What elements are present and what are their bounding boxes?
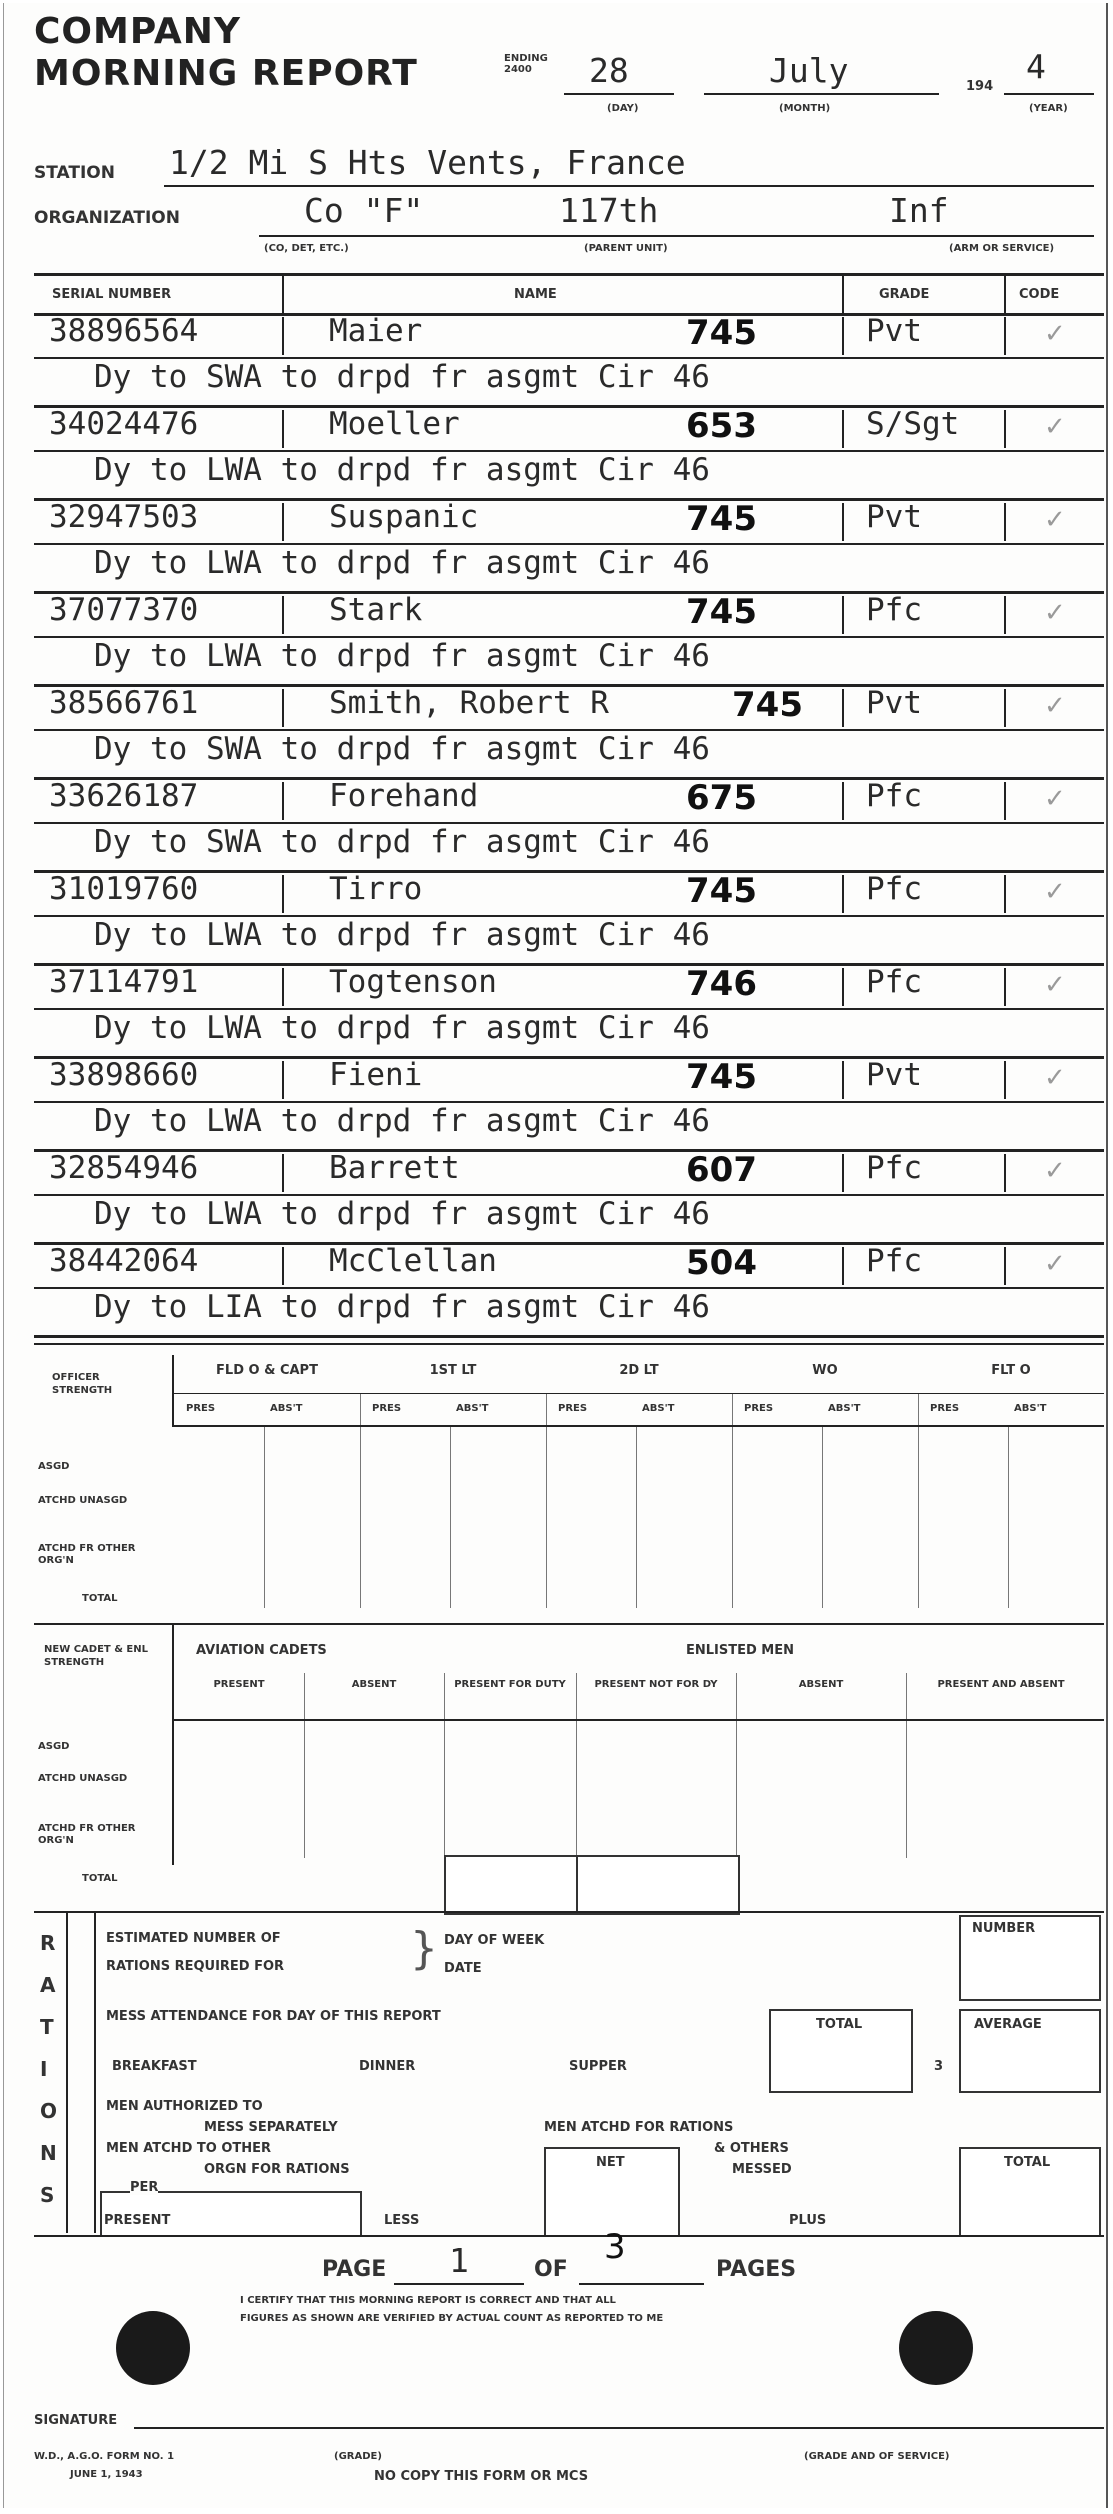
pres-label: PRES	[744, 1403, 774, 1414]
form-date: JUNE 1, 1943	[70, 2469, 143, 2480]
remark: Dy to SWA to drpd fr asgmt Cir 46	[94, 359, 710, 395]
serial-number: 34024476	[49, 406, 199, 442]
grade-caption: (GRADE)	[334, 2451, 382, 2462]
serial-number: 33626187	[49, 778, 199, 814]
column-divider	[282, 410, 284, 448]
morning-report-form: COMPANY MORNING REPORT ENDING 2400 28 July 194 4 (DAY) (MONTH) (YEAR) STATION 1/2 Mi S Hts Vents, France ORGANIZATION Co "F" 117th Inf (CO, DET, ETC.) (PARENT UNIT) (ARM OR SERVICE) SERIAL NUMBER NAME GRADE CODE 38896564 Maier 745 Pvt ✓ Dy to SWA to drpd fr asgmt Cir 46 34024476 Moeller 653 S/Sgt ✓ Dy to LWA to drpd fr asgmt Cir 46 32947503 Suspanic 745 Pvt ✓ Dy to LWA to drpd fr asgmt Cir 46 37077370 Stark 745 Pfc ✓ Dy to LWA to drpd fr asgmt Cir 46 38566761 Smith, Robert R 745 Pvt ✓ Dy to SWA to drpd fr asgmt Cir 46 33626187 Forehand 675 Pfc ✓ Dy to SWA to drpd fr asgmt Cir 46 31019760 Tirro 745 Pfc ✓ Dy to LWA to drpd fr asgmt Cir 46 37114791 Togtenson 746 Pfc ✓ Dy to LWA to drpd fr asgmt Cir 46 33898660 Fieni 745 Pvt ✓ Dy to LWA to drpd fr asgmt Cir 46 32854946 Barrett 607 Pfc ✓ Dy to LWA to drpd fr asgmt Cir 46 38442064 McClellan 504 Pfc ✓ Dy to LIA to drpd fr asgmt Cir 46 OFFICER STRENGTH FLD O & CAPT PRES ABS'T 1ST LT PRES ABS'T 2D LT PRES ABS'T WO PRES ABS'T FLT O PRES ABS'T ASGD ATCHD UNASGD ATCHD FR OTHER ORG'N TOTAL NEW CADET & ENL STRENGTH AVIATION CADETS ENLISTED MEN PRESENT ABSENT PRESENT FOR DUTY PRESENT NOT FOR DY ABSENT PRESENT AND ABSENT ASGD ATCHD UNASGD ATCHD FR OTHER ORG'N TOTAL R A T I O N S ESTIMATED NUMBER OF RATIONS REQUIRED FOR } DAY OF WEEK DATE NUMBER MESS ATTENDANCE FOR DAY OF THIS REPORT BREAKFAST DINNER SUPPER TOTAL 3 AVERAGE MEN AUTHORIZED TO MESS SEPARATELY MEN ATCHD TO OTHER ORGN FOR RATIONS MEN ATCHD FOR RATIONS & OTHERS MESSED PER PRESENT LESS NET PLUS TOTAL PAGE 1 OF 3 PAGES I CERTIFY THAT THIS MORNING REPORT IS CORRECT AND THAT ALL FIGURES AS SHOWN ARE VERIFIED BY ACTUAL COUNT AS REPORTED TO ME SIGNATURE W.D., A.G.O. FORM NO. 1 JUNE 1, 1943 (GRADE) NO COPY THIS FORM OR MCS (GRADE AND OF SERVICE)	[3, 3, 1108, 2508]
orgn-for-rations-label: ORGN FOR RATIONS	[204, 2162, 350, 2177]
mos-code: 745	[686, 499, 757, 539]
column-divider	[282, 596, 284, 634]
pres-label: PRES	[930, 1403, 960, 1414]
soldier-name: McClellan	[329, 1243, 497, 1279]
officer-group-label: FLT O	[991, 1363, 1031, 1378]
remark: Dy to LWA to drpd fr asgmt Cir 46	[94, 545, 710, 581]
certify-line-1: I CERTIFY THAT THIS MORNING REPORT IS CORRECT AND THAT ALL	[240, 2295, 616, 2306]
column-divider	[1004, 1247, 1006, 1285]
column-divider	[842, 596, 844, 634]
abst-label: ABS'T	[1014, 1403, 1047, 1414]
average-label: AVERAGE	[974, 2017, 1042, 2032]
mess-separately-label: MESS SEPARATELY	[204, 2120, 338, 2135]
signature-label: SIGNATURE	[34, 2413, 118, 2428]
net-label: NET	[596, 2155, 625, 2170]
col-name: NAME	[514, 287, 557, 302]
grade: Pfc	[866, 871, 922, 907]
supper-label: SUPPER	[569, 2059, 627, 2074]
abst-label: ABS'T	[270, 1403, 303, 1414]
year-caption: (YEAR)	[1029, 103, 1068, 114]
grid-divider	[736, 1673, 737, 1858]
certify-line-2: FIGURES AS SHOWN ARE VERIFIED BY ACTUAL COUNT AS REPORTED TO ME	[240, 2313, 664, 2324]
co-caption: (CO, DET, ETC.)	[264, 243, 349, 254]
enlisted-men-label: ENLISTED MEN	[686, 1643, 795, 1658]
column-divider	[1004, 1154, 1006, 1192]
grade: Pvt	[866, 685, 922, 721]
mos-code: 745	[686, 592, 757, 632]
remark: Dy to SWA to drpd fr asgmt Cir 46	[94, 731, 710, 767]
column-divider	[1004, 317, 1006, 355]
serial-number: 32854946	[49, 1150, 199, 1186]
soldier-name: Stark	[329, 592, 423, 628]
remark: Dy to LWA to drpd fr asgmt Cir 46	[94, 1196, 710, 1232]
messed-label: MESSED	[732, 2162, 792, 2177]
dinner-label: DINNER	[359, 2059, 416, 2074]
form-title-company: COMPANY	[34, 11, 241, 52]
column-divider	[1004, 782, 1006, 820]
soldier-name: Togtenson	[329, 964, 497, 1000]
rations-letter: O	[40, 2099, 58, 2123]
column-divider	[842, 1061, 844, 1099]
day-of-week-label: DAY OF WEEK	[444, 1933, 545, 1948]
code-checkmark-icon: ✓	[1044, 319, 1066, 349]
column-divider	[282, 1154, 284, 1192]
column-divider	[842, 410, 844, 448]
plus-label: PLUS	[789, 2213, 827, 2228]
grid-divider	[450, 1427, 451, 1608]
serial-number: 37114791	[49, 964, 199, 1000]
serial-number: 32947503	[49, 499, 199, 535]
grid-divider	[636, 1427, 637, 1608]
enlisted-col-label: PRESENT AND ABSENT	[937, 1679, 1065, 1690]
enlisted-col-label: ABSENT	[351, 1679, 397, 1690]
soldier-name: Maier	[329, 313, 423, 349]
abst-label: ABS'T	[828, 1403, 861, 1414]
column-divider	[1004, 503, 1006, 541]
column-divider	[282, 1247, 284, 1285]
column-divider	[1004, 410, 1006, 448]
abst-label: ABS'T	[456, 1403, 489, 1414]
est-rations-label-2: RATIONS REQUIRED FOR	[106, 1959, 285, 1974]
serial-number: 38566761	[49, 685, 199, 721]
grade: Pfc	[866, 964, 922, 1000]
punch-hole-right	[899, 2311, 973, 2385]
grid-divider	[264, 1427, 265, 1608]
officer-group-label: 2D LT	[619, 1363, 659, 1378]
pages-label: PAGES	[716, 2257, 797, 2282]
col-code: CODE	[1019, 287, 1060, 302]
present-not-for-duty-total-box	[576, 1855, 740, 1915]
serial-number: 38442064	[49, 1243, 199, 1279]
column-divider	[1004, 968, 1006, 1006]
report-day: 28	[589, 51, 629, 90]
pres-label: PRES	[372, 1403, 402, 1414]
code-checkmark-icon: ✓	[1044, 1249, 1066, 1279]
enlisted-row-label: ATCHD FR OTHER ORG'N	[38, 1823, 136, 1846]
column-divider	[842, 968, 844, 1006]
rations-letter: S	[40, 2183, 55, 2207]
officer-row-label: ATCHD FR OTHER ORG'N	[38, 1543, 136, 1566]
column-divider	[282, 689, 284, 727]
per-label: PER	[130, 2180, 159, 2195]
code-checkmark-icon: ✓	[1044, 970, 1066, 1000]
present-label: PRESENT	[104, 2213, 171, 2228]
pres-label: PRES	[558, 1403, 588, 1414]
column-divider	[1004, 875, 1006, 913]
serial-number: 33898660	[49, 1057, 199, 1093]
mos-code: 504	[686, 1243, 757, 1283]
date-label: DATE	[444, 1961, 482, 1976]
column-divider	[1004, 596, 1006, 634]
serial-number: 38896564	[49, 313, 199, 349]
soldier-name: Smith, Robert R	[329, 685, 609, 721]
code-checkmark-icon: ✓	[1044, 1156, 1066, 1186]
station-label: STATION	[34, 163, 115, 183]
grade: S/Sgt	[866, 406, 960, 442]
organization-service: Inf	[889, 191, 949, 230]
less-label: LESS	[384, 2213, 420, 2228]
mos-code: 675	[686, 778, 757, 818]
grid-divider	[822, 1427, 823, 1608]
grade: Pfc	[866, 592, 922, 628]
remark: Dy to LWA to drpd fr asgmt Cir 46	[94, 917, 710, 953]
remark: Dy to LWA to drpd fr asgmt Cir 46	[94, 1010, 710, 1046]
serial-number: 37077370	[49, 592, 199, 628]
copy-note: NO COPY THIS FORM OR MCS	[374, 2469, 589, 2484]
column-divider	[842, 689, 844, 727]
column-divider	[282, 1061, 284, 1099]
mos-code: 745	[686, 1057, 757, 1097]
remark: Dy to LWA to drpd fr asgmt Cir 46	[94, 1103, 710, 1139]
form-number: W.D., A.G.O. FORM NO. 1	[34, 2451, 175, 2462]
report-year-digit: 4	[1026, 47, 1046, 86]
rations-letter: T	[40, 2015, 54, 2039]
officer-row-label: ASGD	[38, 1461, 70, 1472]
mos-code: 745	[732, 685, 803, 725]
rations-letter: I	[40, 2057, 48, 2081]
mos-code: 745	[686, 313, 757, 353]
column-divider	[282, 968, 284, 1006]
number-label: NUMBER	[972, 1921, 1036, 1936]
men-atchd-other-label: MEN ATCHD TO OTHER	[106, 2141, 272, 2156]
col-serial-number: SERIAL NUMBER	[52, 287, 172, 302]
grid-divider	[1008, 1427, 1009, 1608]
column-divider	[842, 317, 844, 355]
officer-row-label: TOTAL	[82, 1593, 118, 1604]
men-authorized-label: MEN AUTHORIZED TO	[106, 2099, 263, 2114]
enlisted-row-label: ASGD	[38, 1741, 70, 1752]
mos-code: 653	[686, 406, 757, 446]
mess-attendance-label: MESS ATTENDANCE FOR DAY OF THIS REPORT	[106, 2009, 441, 2024]
breakfast-label: BREAKFAST	[112, 2059, 197, 2074]
column-divider	[1004, 1061, 1006, 1099]
column-divider	[842, 1154, 844, 1192]
grade: Pfc	[866, 1150, 922, 1186]
day-caption: (DAY)	[607, 103, 639, 114]
officer-group-label: 1ST LT	[429, 1363, 477, 1378]
code-checkmark-icon: ✓	[1044, 691, 1066, 721]
code-checkmark-icon: ✓	[1044, 505, 1066, 535]
column-divider	[282, 875, 284, 913]
code-checkmark-icon: ✓	[1044, 784, 1066, 814]
code-checkmark-icon: ✓	[1044, 1063, 1066, 1093]
soldier-name: Moeller	[329, 406, 460, 442]
pres-label: PRES	[186, 1403, 216, 1414]
enlisted-row-label: ATCHD UNASGD	[38, 1773, 128, 1784]
grid-divider	[444, 1673, 445, 1858]
enlisted-col-label: PRESENT	[213, 1679, 265, 1690]
organization-label: ORGANIZATION	[34, 208, 180, 228]
ending-label: ENDING 2400	[504, 53, 548, 75]
column-divider	[1004, 689, 1006, 727]
officer-row-label: ATCHD UNASGD	[38, 1495, 128, 1506]
aviation-cadets-label: AVIATION CADETS	[196, 1643, 327, 1658]
of-label: OF	[534, 2257, 568, 2282]
entry-rule	[34, 1335, 1104, 1338]
enlisted-col-label: PRESENT FOR DUTY	[454, 1679, 566, 1690]
officer-strength-label: OFFICER STRENGTH	[52, 1372, 113, 1396]
column-divider	[282, 503, 284, 541]
mos-code: 746	[686, 964, 757, 1004]
soldier-name: Barrett	[329, 1150, 460, 1186]
est-rations-label-1: ESTIMATED NUMBER OF	[106, 1931, 281, 1946]
code-checkmark-icon: ✓	[1044, 412, 1066, 442]
column-divider	[842, 1247, 844, 1285]
column-divider	[282, 782, 284, 820]
arm-caption: (GRADE AND OF SERVICE)	[804, 2451, 950, 2462]
column-divider	[282, 317, 284, 355]
serial-number: 31019760	[49, 871, 199, 907]
month-caption: (MONTH)	[779, 103, 831, 114]
organization-company: Co "F"	[304, 191, 424, 230]
men-atchd-for-rations-label: MEN ATCHD FOR RATIONS	[544, 2120, 734, 2135]
grade: Pfc	[866, 778, 922, 814]
abst-label: ABS'T	[642, 1403, 675, 1414]
grade: Pvt	[866, 313, 922, 349]
form-title-morning-report: MORNING REPORT	[34, 53, 418, 94]
enlisted-strength-label: NEW CADET & ENL STRENGTH	[44, 1644, 148, 1668]
soldier-name: Tirro	[329, 871, 423, 907]
soldier-name: Suspanic	[329, 499, 479, 535]
code-checkmark-icon: ✓	[1044, 877, 1066, 907]
present-for-duty-total-box	[444, 1855, 578, 1915]
enlisted-row-label: TOTAL	[82, 1873, 118, 1884]
grid-divider	[576, 1673, 577, 1858]
enlisted-col-label: ABSENT	[798, 1679, 844, 1690]
rations-letter: A	[40, 1973, 56, 1997]
total-pages: 3	[604, 2227, 626, 2267]
remark: Dy to LWA to drpd fr asgmt Cir 46	[94, 452, 710, 488]
officer-group-label: WO	[812, 1363, 838, 1378]
remark: Dy to LIA to drpd fr asgmt Cir 46	[94, 1289, 710, 1325]
report-month: July	[769, 51, 849, 90]
remark: Dy to LWA to drpd fr asgmt Cir 46	[94, 638, 710, 674]
officer-group-label: FLD O & CAPT	[216, 1363, 318, 1378]
grade: Pvt	[866, 499, 922, 535]
rations-letter: N	[40, 2141, 57, 2165]
year-prefix: 194	[966, 79, 994, 94]
organization-unit: 117th	[559, 191, 659, 230]
grid-divider	[906, 1673, 907, 1858]
column-divider	[842, 503, 844, 541]
and-others-label: & OTHERS	[714, 2141, 789, 2156]
page-number: 1	[449, 2241, 469, 2280]
remark: Dy to SWA to drpd fr asgmt Cir 46	[94, 824, 710, 860]
enlisted-col-label: PRESENT NOT FOR DY	[594, 1679, 718, 1690]
grid-divider	[304, 1673, 305, 1858]
grade: Pfc	[866, 1243, 922, 1279]
code-checkmark-icon: ✓	[1044, 598, 1066, 628]
soldier-name: Fieni	[329, 1057, 423, 1093]
punch-hole-left	[116, 2311, 190, 2385]
mess-total-label: TOTAL	[816, 2017, 863, 2032]
rations-total-label: TOTAL	[1004, 2155, 1051, 2170]
soldier-name: Forehand	[329, 778, 479, 814]
rations-letter: R	[40, 1931, 56, 1955]
station-value: 1/2 Mi S Hts Vents, France	[169, 143, 686, 182]
column-divider	[842, 875, 844, 913]
col-grade: GRADE	[879, 287, 930, 302]
page-label: PAGE	[322, 2257, 387, 2282]
column-divider	[842, 782, 844, 820]
unit-caption: (PARENT UNIT)	[584, 243, 668, 254]
mos-code: 607	[686, 1150, 757, 1190]
grade: Pvt	[866, 1057, 922, 1093]
service-caption: (ARM OR SERVICE)	[949, 243, 1055, 254]
mos-code: 745	[686, 871, 757, 911]
divide-by-3: 3	[934, 2059, 944, 2074]
